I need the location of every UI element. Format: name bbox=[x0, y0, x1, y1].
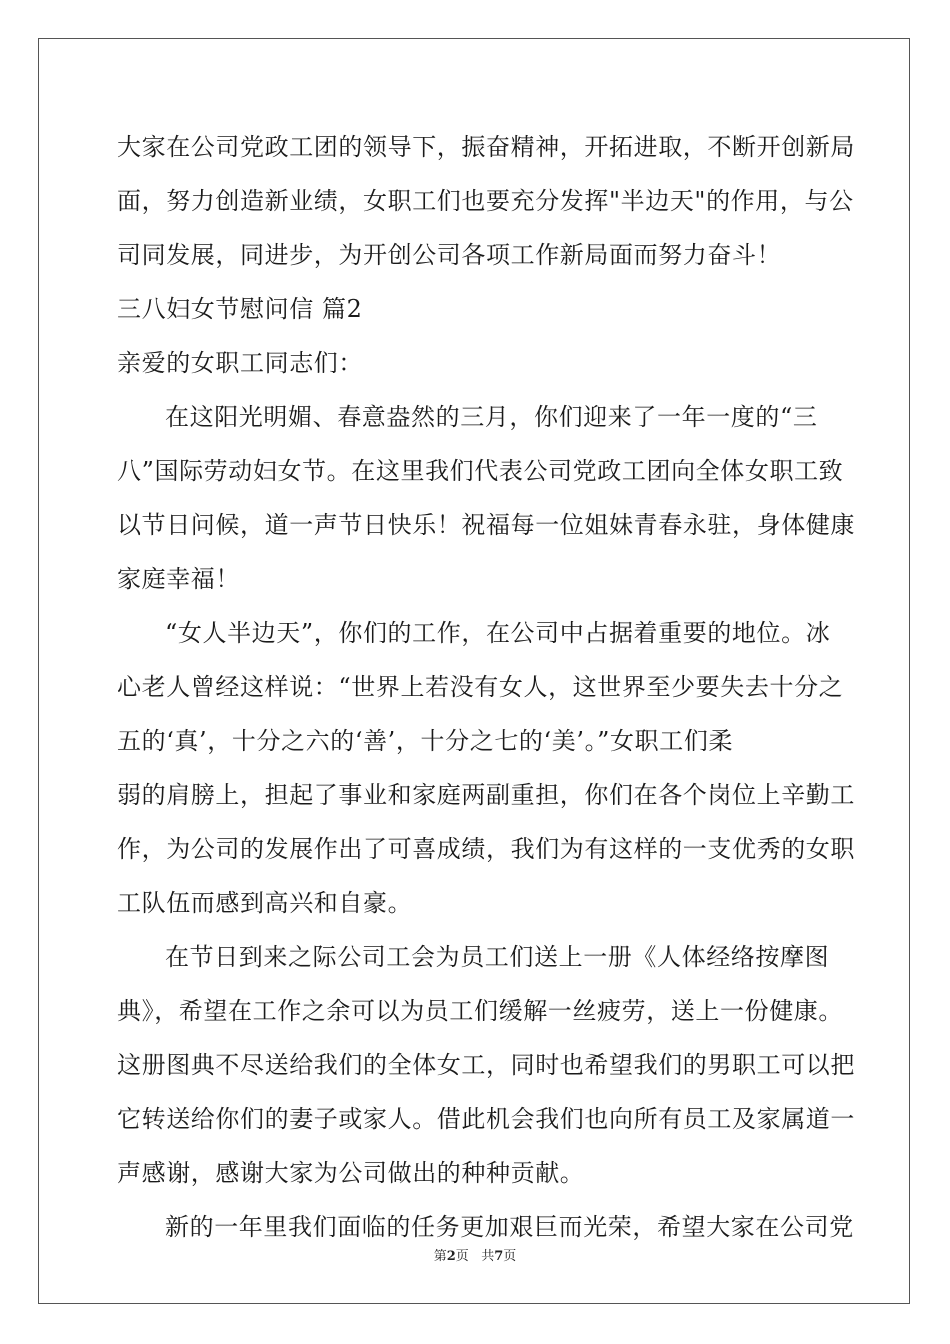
salutation: 亲爱的女职工同志们： bbox=[117, 349, 363, 377]
text-line: 声感谢，感谢大家为公司做出的种种贡献。 bbox=[117, 1159, 585, 1187]
page-footer bbox=[0, 1245, 950, 1264]
text-line: 五的‘真’，十分之六的‘善’，十分之七的‘美’。”女职工们柔 bbox=[117, 727, 734, 755]
page-number: 2 bbox=[446, 1249, 456, 1264]
paragraph-start: 新的一年里我们面临的任务更加艰巨而光荣，希望大家在公司党 bbox=[165, 1213, 854, 1241]
text-line: 八”国际劳动妇女节。在这里我们代表公司党政工团向全体女职工致 bbox=[117, 457, 844, 485]
text-line: 这册图典不尽送给我们的全体女工，同时也希望我们的男职工可以把 bbox=[117, 1051, 855, 1079]
paragraph-start: “女人半边天”，你们的工作，在公司中占据着重要的地位。冰 bbox=[165, 619, 831, 647]
total-label-prefix: 共 bbox=[481, 1249, 495, 1264]
document-body bbox=[117, 120, 855, 1254]
text-line: 以节日问候，道一声节日快乐！祝福每一位姐妹青春永驻，身体健康 bbox=[117, 511, 855, 539]
page-label-suffix: 页 bbox=[455, 1249, 469, 1264]
total-pages: 7 bbox=[494, 1249, 504, 1264]
text-line: 心老人曾经这样说：“世界上若没有女人，这世界至少要失去十分之 bbox=[117, 673, 844, 701]
paragraph-start: 在节日到来之际公司工会为员工们送上一册《人体经络按摩图 bbox=[165, 943, 830, 971]
section-heading: 三八妇女节慰问信 篇2 bbox=[117, 295, 363, 323]
total-label-suffix: 页 bbox=[503, 1249, 517, 1264]
text-line: 作，为公司的发展作出了可喜成绩，我们为有这样的一支优秀的女职 bbox=[117, 835, 855, 863]
text-line: 工队伍而感到高兴和自豪。 bbox=[117, 889, 413, 917]
text-line: 家庭幸福！ bbox=[117, 565, 240, 593]
paragraph-start: 在这阳光明媚、春意盎然的三月，你们迎来了一年一度的“三 bbox=[165, 403, 818, 431]
text-line: 大家在公司党政工团的领导下，振奋精神，开拓进取，不断开创新局 bbox=[117, 133, 855, 161]
text-line: 典》，希望在工作之余可以为员工们缓解一丝疲劳，送上一份健康。 bbox=[117, 997, 843, 1025]
text-line: 面，努力创造新业绩，女职工们也要充分发挥"半边天"的作用，与公 bbox=[117, 187, 854, 215]
page-label-prefix: 第 bbox=[433, 1249, 447, 1264]
text-line: 司同发展，同进步，为开创公司各项工作新局面而努力奋斗！ bbox=[117, 241, 782, 269]
text-line: 弱的肩膀上，担起了事业和家庭两副重担，你们在各个岗位上辛勤工 bbox=[117, 781, 855, 809]
text-line: 它转送给你们的妻子或家人。借此机会我们也向所有员工及家属道一 bbox=[117, 1105, 855, 1133]
